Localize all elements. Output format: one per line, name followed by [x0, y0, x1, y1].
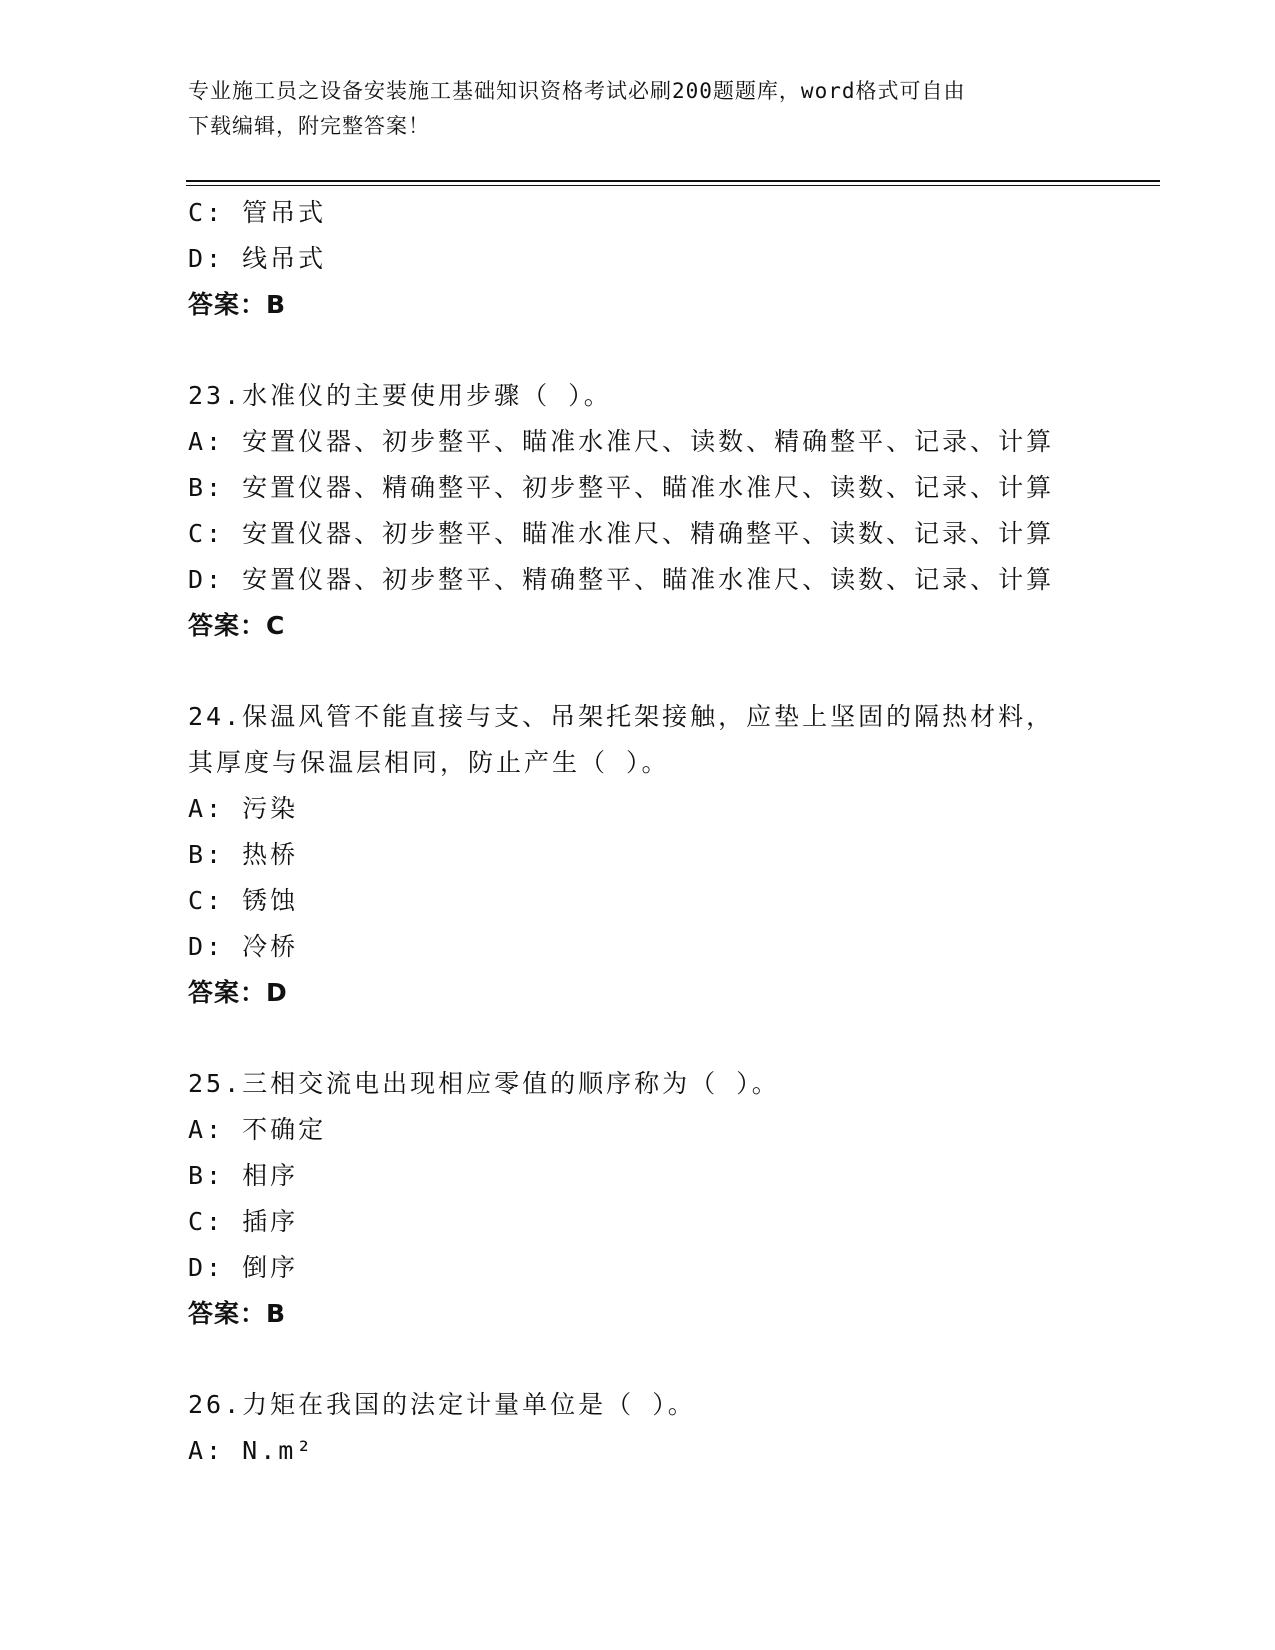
question-24: [188, 694, 1148, 1016]
answer: 答案：C: [188, 611, 286, 640]
header-divider-thin: [186, 185, 1160, 186]
option-d: D: 冷桥: [188, 932, 299, 961]
spacer: [188, 328, 1148, 373]
answer: 答案：B: [188, 1299, 287, 1328]
question-23: [188, 373, 1148, 649]
option-a: A: 污染: [188, 794, 299, 823]
question-text: 23.水准仪的主要使用步骤（ ）。: [188, 381, 612, 410]
header-title-line2: 下载编辑，附完整答案！: [188, 114, 430, 138]
option-c: C: 锈蚀: [188, 886, 299, 915]
option-a: A: 不确定: [188, 1115, 327, 1144]
spacer: [188, 649, 1148, 694]
answer: 答案：B: [188, 290, 287, 319]
option-d: D: 安置仪器、初步整平、精确整平、瞄准水准尺、读数、记录、计算: [188, 565, 1055, 594]
option-a: A: 安置仪器、初步整平、瞄准水准尺、读数、精确整平、记录、计算: [188, 427, 1055, 456]
question-list: [188, 190, 1148, 1474]
document-header: [188, 74, 1068, 144]
option-b: B: 相序: [188, 1161, 299, 1190]
spacer: [188, 1337, 1148, 1382]
question-text-line2: 其厚度与保温层相同，防止产生（ ）。: [188, 748, 670, 777]
question-25: [188, 1061, 1148, 1337]
question-22-tail: [188, 190, 1148, 328]
question-text: 25.三相交流电出现相应零值的顺序称为（ ）。: [188, 1069, 780, 1098]
spacer: [188, 1016, 1148, 1061]
question-26: [188, 1382, 1148, 1474]
option-d: D: 倒序: [188, 1253, 299, 1282]
header-divider-thick: [186, 180, 1160, 182]
option-b: B: 安置仪器、精确整平、初步整平、瞄准水准尺、读数、记录、计算: [188, 473, 1055, 502]
option-c: C: 安置仪器、初步整平、瞄准水准尺、精确整平、读数、记录、计算: [188, 519, 1055, 548]
option-c: C: 管吊式: [188, 198, 327, 227]
option-d: D: 线吊式: [188, 244, 327, 273]
answer: 答案：D: [188, 978, 288, 1007]
header-title-line1: 专业施工员之设备安装施工基础知识资格考试必刷200题题库，word格式可自由: [188, 79, 966, 103]
option-c: C: 插序: [188, 1207, 299, 1236]
option-b: B: 热桥: [188, 840, 299, 869]
question-text-line1: 24.保温风管不能直接与支、吊架托架接触，应垫上坚固的隔热材料，: [188, 702, 1055, 731]
option-a: A: N.m²: [188, 1436, 315, 1465]
question-text: 26.力矩在我国的法定计量单位是（ ）。: [188, 1390, 696, 1419]
